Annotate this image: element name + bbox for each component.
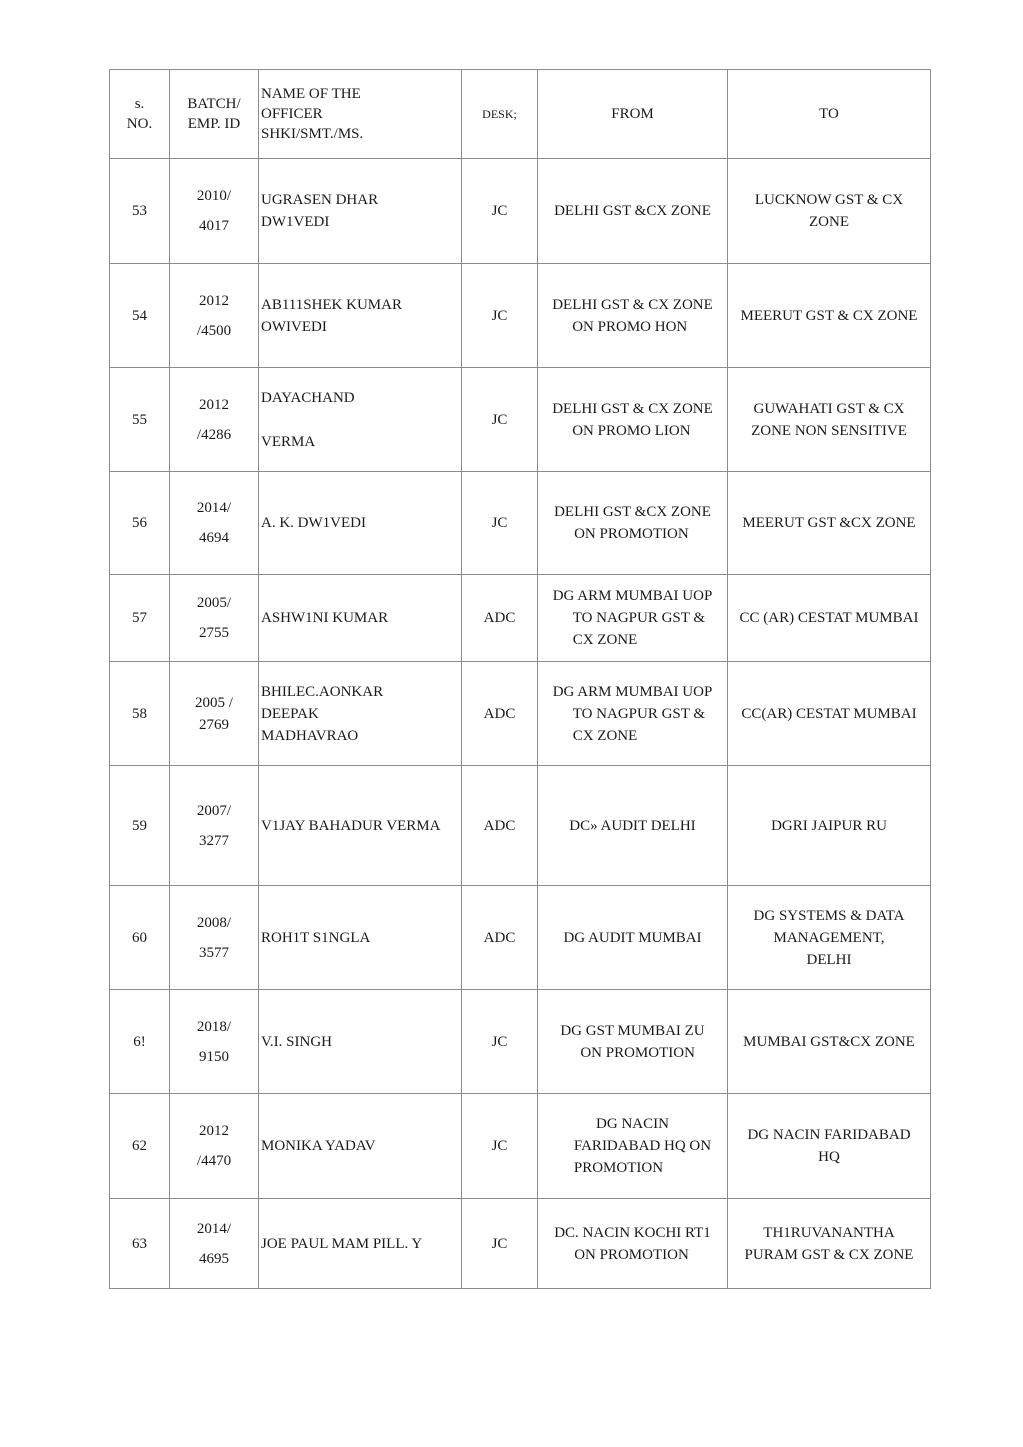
cell-from — [538, 1199, 728, 1289]
cell-desk: ADC — [462, 575, 538, 662]
cell-officer-name: JOE PAUL MAM PILL. Y — [259, 1199, 462, 1289]
emp-id: /4500 — [196, 322, 232, 339]
cell-to: DG SYSTEMS & DATA MANAGEMENT, DELHI — [728, 886, 931, 990]
from-text — [554, 1113, 711, 1179]
cell-from — [538, 264, 728, 368]
from-line-1: DC. NACIN KOCHI RT1 — [554, 1224, 711, 1241]
from-text — [554, 501, 711, 545]
cell-desk: JC — [462, 264, 538, 368]
cell-officer-name: MONIKA YADAV — [259, 1094, 462, 1199]
table-row — [110, 368, 931, 472]
cell-desk: JC — [462, 472, 538, 575]
batch-year: 2012 — [199, 396, 229, 413]
cell-officer-name: ASHW1NI KUMAR — [259, 575, 462, 662]
emp-id: 4694 — [199, 530, 229, 546]
cell-to: TH1RUVANANTHA PURAM GST & CX ZONE — [728, 1199, 931, 1289]
emp-id: 4017 — [199, 218, 229, 234]
cell-batch — [170, 264, 259, 368]
cell-sno: 6! — [110, 990, 170, 1094]
cell-from — [538, 886, 728, 990]
cell-batch — [170, 990, 259, 1094]
from-line-1: DG GST MUMBAI ZU — [560, 1022, 705, 1039]
cell-batch — [170, 662, 259, 766]
cell-sno: 54 — [110, 264, 170, 368]
transfer-table — [109, 69, 931, 1289]
from-line-1: DG NACIN — [596, 1116, 669, 1132]
cell-sno: 60 — [110, 886, 170, 990]
from-line-1: DELHI GST & CX ZONE — [552, 296, 713, 313]
from-line-2: TO NAGPUR GST & CX ZONE — [572, 705, 706, 744]
batch-year: 2018/ — [196, 1018, 232, 1035]
batch-year: 2008/ — [196, 914, 232, 931]
batch-year: 2012 — [199, 292, 229, 309]
cell-desk: ADC — [462, 766, 538, 886]
emp-id: 2755 — [199, 625, 229, 641]
cell-officer-name: AB111SHEK KUMAR OWIVEDI — [259, 264, 462, 368]
batch-year: 2007/ — [196, 802, 232, 819]
from-line-1: DG AUDIT MUMBAI — [563, 929, 702, 946]
header-batch: BATCH/ EMP. ID — [170, 70, 259, 159]
from-line-2: ON PROMOTION — [574, 526, 689, 542]
from-line-2: TO NAGPUR GST & CX ZONE — [572, 610, 706, 648]
header-desk: DESK; — [462, 70, 538, 159]
table-row — [110, 766, 931, 886]
cell-sno: 62 — [110, 1094, 170, 1199]
from-line-2: ON PROMO LION — [572, 422, 691, 439]
cell-desk: JC — [462, 1094, 538, 1199]
from-line-1: DELHI GST & CX ZONE — [552, 400, 713, 417]
cell-officer-name: V1JAY BAHADUR VERMA — [259, 766, 462, 886]
cell-to: MUMBAI GST&CX ZONE — [728, 990, 931, 1094]
cell-sno: 59 — [110, 766, 170, 886]
table-row — [110, 159, 931, 264]
cell-sno: 57 — [110, 575, 170, 662]
batch-year: 2014/ — [196, 500, 232, 516]
cell-desk: JC — [462, 990, 538, 1094]
header-sno: s. NO. — [110, 70, 170, 159]
cell-to: DGRI JAIPUR RU — [728, 766, 931, 886]
cell-officer-name: DAYACHAND VERMA — [259, 368, 462, 472]
cell-officer-name: V.I. SINGH — [259, 990, 462, 1094]
cell-from — [538, 159, 728, 264]
emp-id: 4695 — [199, 1250, 229, 1267]
from-line-1: DG ARM MUMBAI UOP — [552, 588, 713, 604]
cell-to: DG NACIN FARIDABAD HQ — [728, 1094, 931, 1199]
cell-sno: 63 — [110, 1199, 170, 1289]
cell-from — [538, 368, 728, 472]
emp-id: 9150 — [199, 1048, 229, 1065]
cell-batch — [170, 575, 259, 662]
cell-to: CC(AR) CESTAT MUMBAI — [728, 662, 931, 766]
from-line-1: DELHI GST &CX ZONE — [554, 504, 711, 520]
batch-year: 2010/ — [196, 188, 232, 204]
cell-to: LUCKNOW GST & CX ZONE — [728, 159, 931, 264]
from-line-1: DELHI GST &CX ZONE — [554, 203, 711, 219]
cell-sno: 58 — [110, 662, 170, 766]
cell-from — [538, 766, 728, 886]
cell-desk: ADC — [462, 886, 538, 990]
from-text — [552, 294, 713, 338]
cell-batch — [170, 1199, 259, 1289]
batch-year: 2005/ — [196, 595, 232, 611]
cell-officer-name: A. K. DW1VEDI — [259, 472, 462, 575]
header-from: FROM — [538, 70, 728, 159]
table-row — [110, 264, 931, 368]
cell-batch — [170, 766, 259, 886]
cell-desk: ADC — [462, 662, 538, 766]
cell-sno: 56 — [110, 472, 170, 575]
cell-from — [538, 472, 728, 575]
from-text — [569, 815, 695, 837]
cell-from — [538, 662, 728, 766]
cell-from — [538, 575, 728, 662]
from-line-2: ON PROMOTION — [580, 1044, 695, 1061]
cell-officer-name: ROH1T S1NGLA — [259, 886, 462, 990]
from-line-1: DG ARM MUMBAI UOP — [552, 683, 713, 700]
table-row — [110, 575, 931, 662]
from-line-2: FARIDABAD HQ ON PROMOTION — [573, 1138, 712, 1176]
cell-batch — [170, 368, 259, 472]
cell-batch — [170, 472, 259, 575]
table-row — [110, 472, 931, 575]
cell-desk: JC — [462, 1199, 538, 1289]
header-row — [110, 70, 931, 159]
from-line-2: ON PROMOTION — [574, 1246, 689, 1263]
batch-year: 2012 — [199, 1123, 229, 1139]
cell-to: CC (AR) CESTAT MUMBAI — [728, 575, 931, 662]
from-text — [552, 398, 713, 442]
cell-officer-name: BHILEC.AONKAR DEEPAK MADHAVRAO — [259, 662, 462, 766]
emp-id: 3277 — [199, 832, 229, 849]
cell-batch — [170, 886, 259, 990]
cell-desk: JC — [462, 159, 538, 264]
cell-officer-name: UGRASEN DHAR DW1VEDI — [259, 159, 462, 264]
cell-from — [538, 990, 728, 1094]
table-body — [110, 159, 931, 1289]
emp-id: /4286 — [196, 426, 232, 443]
table-row — [110, 886, 931, 990]
from-text — [553, 681, 713, 747]
from-text — [554, 200, 711, 222]
header-name: NAME OF THE OFFICER SHKI/SMT./MS. — [259, 70, 462, 159]
emp-id: 3577 — [199, 944, 229, 961]
from-text — [560, 1020, 704, 1064]
header-to: TO — [728, 70, 931, 159]
cell-to: MEERUT GST & CX ZONE — [728, 264, 931, 368]
batch-year: 2014/ — [196, 1220, 232, 1237]
cell-batch — [170, 1094, 259, 1199]
emp-id: 2769 — [199, 716, 229, 733]
from-line-1: DC» AUDIT DELHI — [569, 817, 696, 834]
table-row — [110, 1094, 931, 1199]
cell-to: MEERUT GST &CX ZONE — [728, 472, 931, 575]
from-text — [563, 927, 701, 949]
cell-batch — [170, 159, 259, 264]
from-text — [553, 585, 713, 651]
from-text — [554, 1222, 711, 1266]
cell-from — [538, 1094, 728, 1199]
table-row — [110, 1199, 931, 1289]
cell-to: GUWAHATI GST & CX ZONE NON SENSITIVE — [728, 368, 931, 472]
cell-sno: 55 — [110, 368, 170, 472]
emp-id: /4470 — [196, 1153, 232, 1169]
batch-year: 2005 / — [195, 694, 233, 711]
table-row — [110, 990, 931, 1094]
cell-sno: 53 — [110, 159, 170, 264]
table-row — [110, 662, 931, 766]
from-line-2: ON PROMO HON — [572, 318, 688, 335]
cell-desk: JC — [462, 368, 538, 472]
